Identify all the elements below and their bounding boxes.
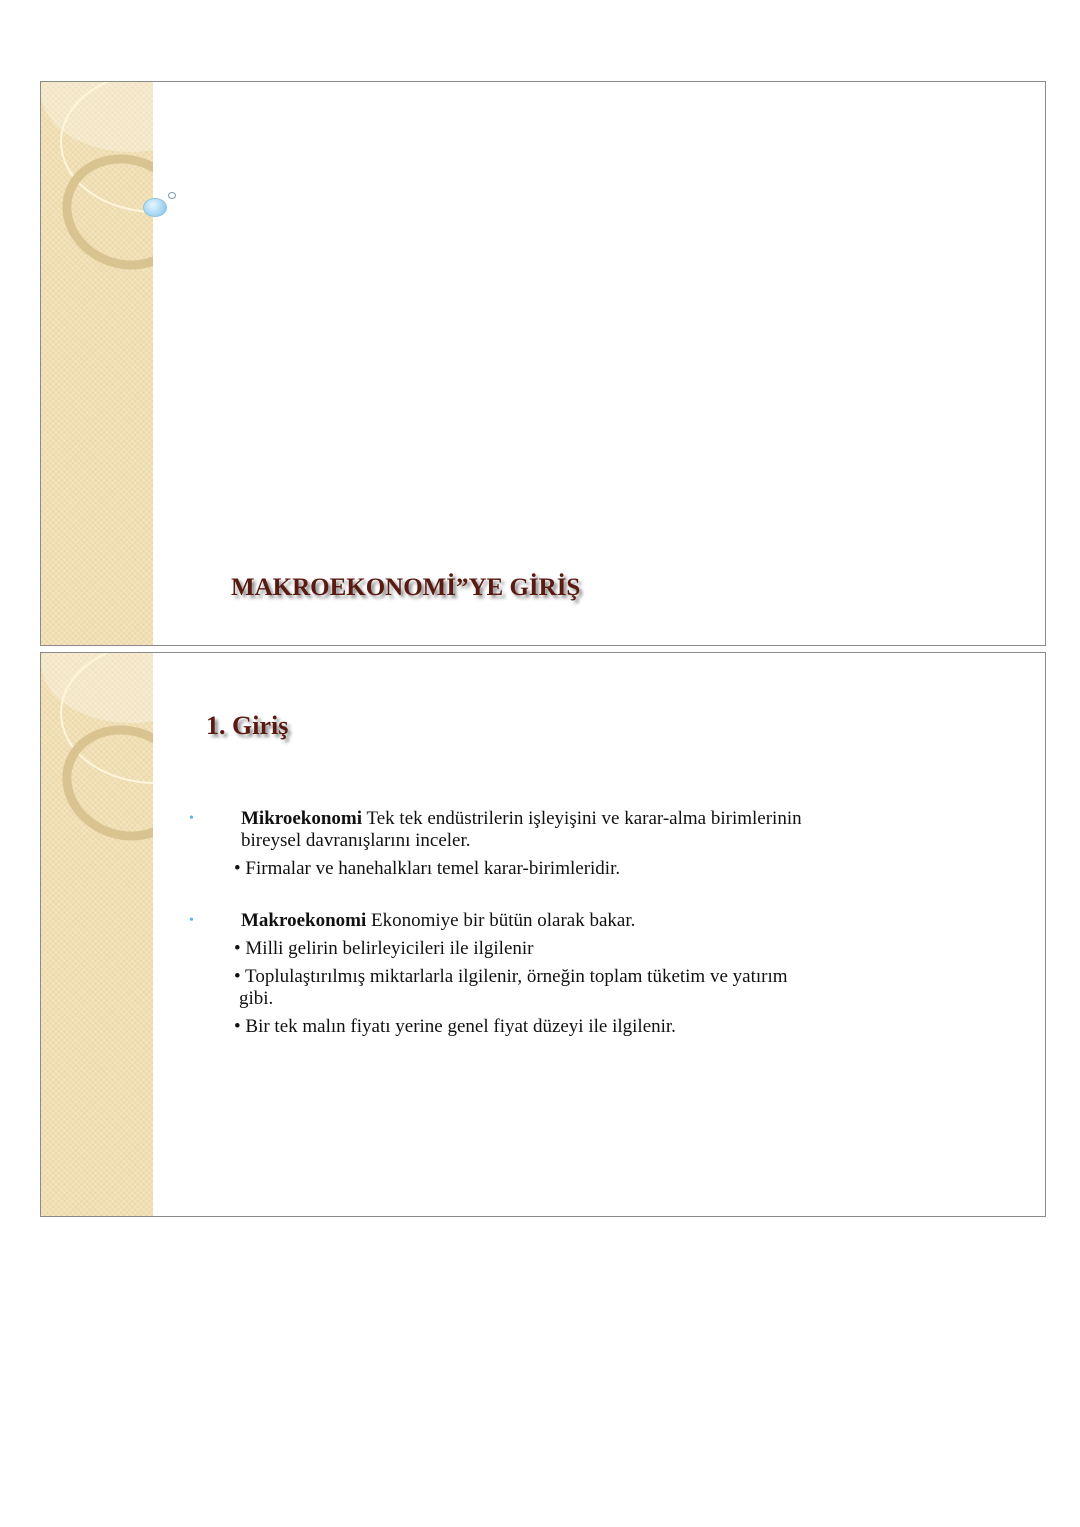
bullet-mikroekonomi xyxy=(181,808,802,830)
term: Makroekonomi xyxy=(241,910,367,931)
bullet-makroekonomi xyxy=(181,910,802,932)
sub-bullet: • Milli gelirin belirleyicileri ile ilgilenir xyxy=(234,938,534,959)
decorative-rings-icon xyxy=(41,82,153,646)
small-bubble-icon xyxy=(168,192,176,199)
bullet-icon: • xyxy=(189,811,194,826)
slide-body xyxy=(181,808,802,1038)
slide-title: 1. Giriş xyxy=(206,711,289,740)
decorative-side-panel xyxy=(41,653,153,1216)
sub-bullet: • Bir tek malın fiyatı yerine genel fiyat düzeyi ile ilgilenir. xyxy=(234,1016,676,1037)
sub-bullet: • Firmalar ve hanehalkları temel karar-birimleridir. xyxy=(234,858,621,879)
bullet-continuation: bireysel davranışlarını inceler. xyxy=(241,830,471,851)
bullet-icon: • xyxy=(189,913,194,928)
decorative-side-panel xyxy=(41,82,153,645)
slide-1 xyxy=(40,81,1046,646)
slide-title: MAKROEKONOMİ”YE GİRİŞ xyxy=(231,574,581,601)
decorative-rings-icon xyxy=(41,653,153,1217)
slide-2 xyxy=(40,652,1046,1217)
bullet-text: Tek tek endüstrilerin işleyişini ve karar-alma birimlerinin xyxy=(362,808,802,829)
term: Mikroekonomi xyxy=(241,808,363,829)
bubble-icon xyxy=(143,198,167,217)
sub-bullet: • Toplulaştırılmış miktarlarla ilgilenir, örneğin toplam tüketim ve yatırım xyxy=(234,966,788,987)
sub-bullet-continuation: gibi. xyxy=(239,988,274,1009)
bullet-text: Ekonomiye bir bütün olarak bakar. xyxy=(366,910,636,931)
